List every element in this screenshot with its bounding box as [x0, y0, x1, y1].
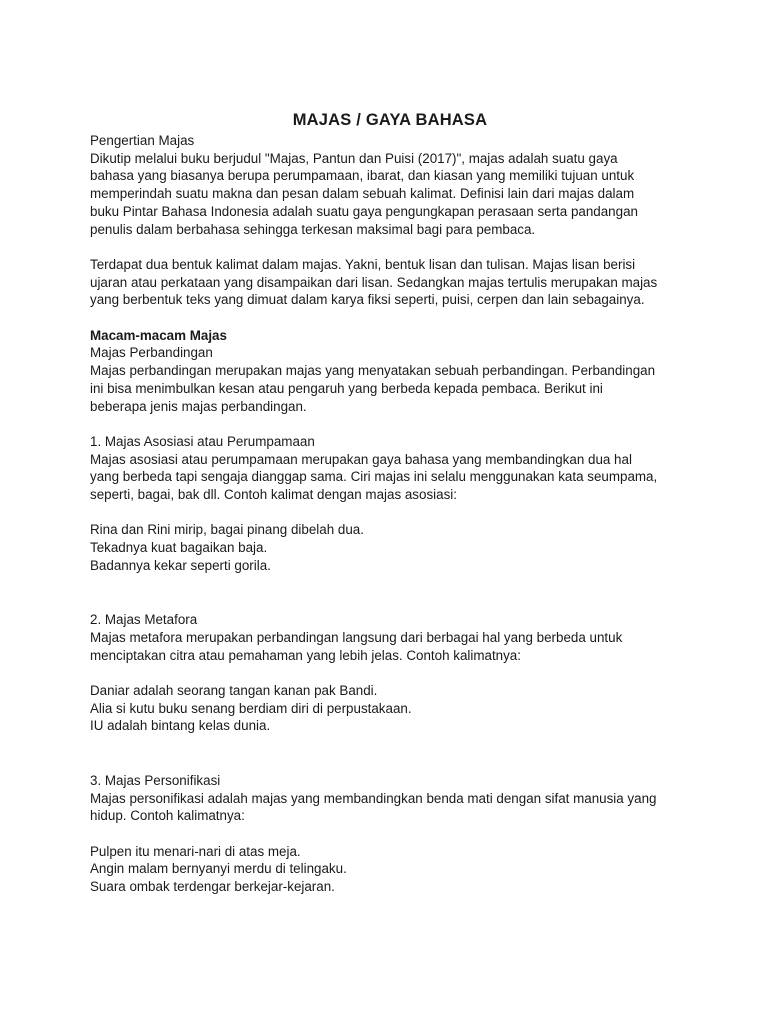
paragraph-line: Terdapat dua bentuk kalimat dalam majas. Yakni, bentuk lisan dan tulisan. Majas lisan berisi — [90, 256, 636, 272]
paragraph-line: yang berbeda tapi sengaja dianggap sama. Ciri majas ini selalu menggunakan kata seumpama, — [90, 469, 658, 485]
example-line: Angin malam bernyanyi merdu di telingaku. — [90, 861, 347, 877]
example-line: Rina dan Rini mirip, bagai pinang dibelah dua. — [90, 522, 364, 538]
document-page — [90, 110, 690, 896]
example-line: Pulpen itu menari-nari di atas meja. — [90, 843, 301, 859]
paragraph-line: Dikutip melalui buku berjudul "Majas, Pantun dan Puisi (2017)", majas adalah suatu gaya — [90, 150, 618, 166]
paragraph-line: yang berbentuk teks yang dimuat dalam karya fiksi seperti, puisi, cerpen dan lain sebagainya. — [90, 292, 645, 308]
paragraph-line: ini bisa menimbulkan kesan atau pengaruh yang berbeda kepada pembaca. Berikut ini — [90, 380, 603, 396]
paragraph-line: bahasa yang biasanya berupa perumpamaan, ibarat, dan kiasan yang memiliki tujuan untuk — [90, 168, 635, 184]
section-heading: 3. Majas Personifikasi — [90, 772, 221, 788]
macam-heading: Macam-macam Majas — [90, 327, 227, 343]
section-heading: 1. Majas Asosiasi atau Perumpamaan — [90, 433, 315, 449]
paragraph-line: hidup. Contoh kalimatnya: — [90, 808, 245, 824]
paragraph-line: seperti, bagai, bak dll. Contoh kalimat dengan majas asosiasi: — [90, 487, 457, 503]
paragraph-line: Majas personifikasi adalah majas yang membandingkan benda mati dengan sifat manusia yang — [90, 790, 657, 806]
paragraph-line: menciptakan citra atau pemahaman yang lebih jelas. Contoh kalimatnya: — [90, 647, 521, 663]
paragraph-line: memperindah suatu makna dan pesan dalam sebuah kalimat. Definisi lain dari majas dalam — [90, 186, 635, 202]
example-line: IU adalah bintang kelas dunia. — [90, 718, 271, 734]
example-line: Suara ombak terdengar berkejar-kejaran. — [90, 879, 335, 894]
document-title: MAJAS / GAYA BAHASA — [292, 111, 488, 129]
example-line: Badannya kekar seperti gorila. — [90, 557, 271, 573]
paragraph-line: Majas asosiasi atau perumpamaan merupakan gaya bahasa yang membandingkan dua hal — [90, 451, 632, 467]
example-line: Tekadnya kuat bagaikan baja. — [90, 540, 268, 556]
macam-subheading: Majas Perbandingan — [90, 345, 213, 361]
paragraph-line: beberapa jenis majas perbandingan. — [90, 398, 307, 414]
section-heading: 2. Majas Metafora — [90, 612, 198, 628]
example-line: Alia si kutu buku senang berdiam diri di perpustakaan. — [90, 700, 412, 716]
pengertian-heading: Pengertian Majas — [90, 133, 195, 148]
paragraph-line: ujaran atau perkataan yang disampaikan dari lisan. Sedangkan majas tertulis merupakan majas — [90, 274, 658, 290]
example-line: Daniar adalah seorang tangan kanan pak Bandi. — [90, 683, 378, 698]
paragraph-line: Majas metafora merupakan perbandingan langsung dari berbagai hal yang berbeda untuk — [90, 629, 623, 645]
paragraph-line: Majas perbandingan merupakan majas yang menyatakan sebuah perbandingan. Perbandingan — [90, 363, 656, 379]
paragraph-line: buku Pintar Bahasa Indonesia adalah suatu gaya pengungkapan perasaan serta pandangan — [90, 203, 638, 219]
paragraph-line: penulis dalam berbahasa sehingga terkesan maksimal bagi para pembaca. — [90, 221, 536, 237]
